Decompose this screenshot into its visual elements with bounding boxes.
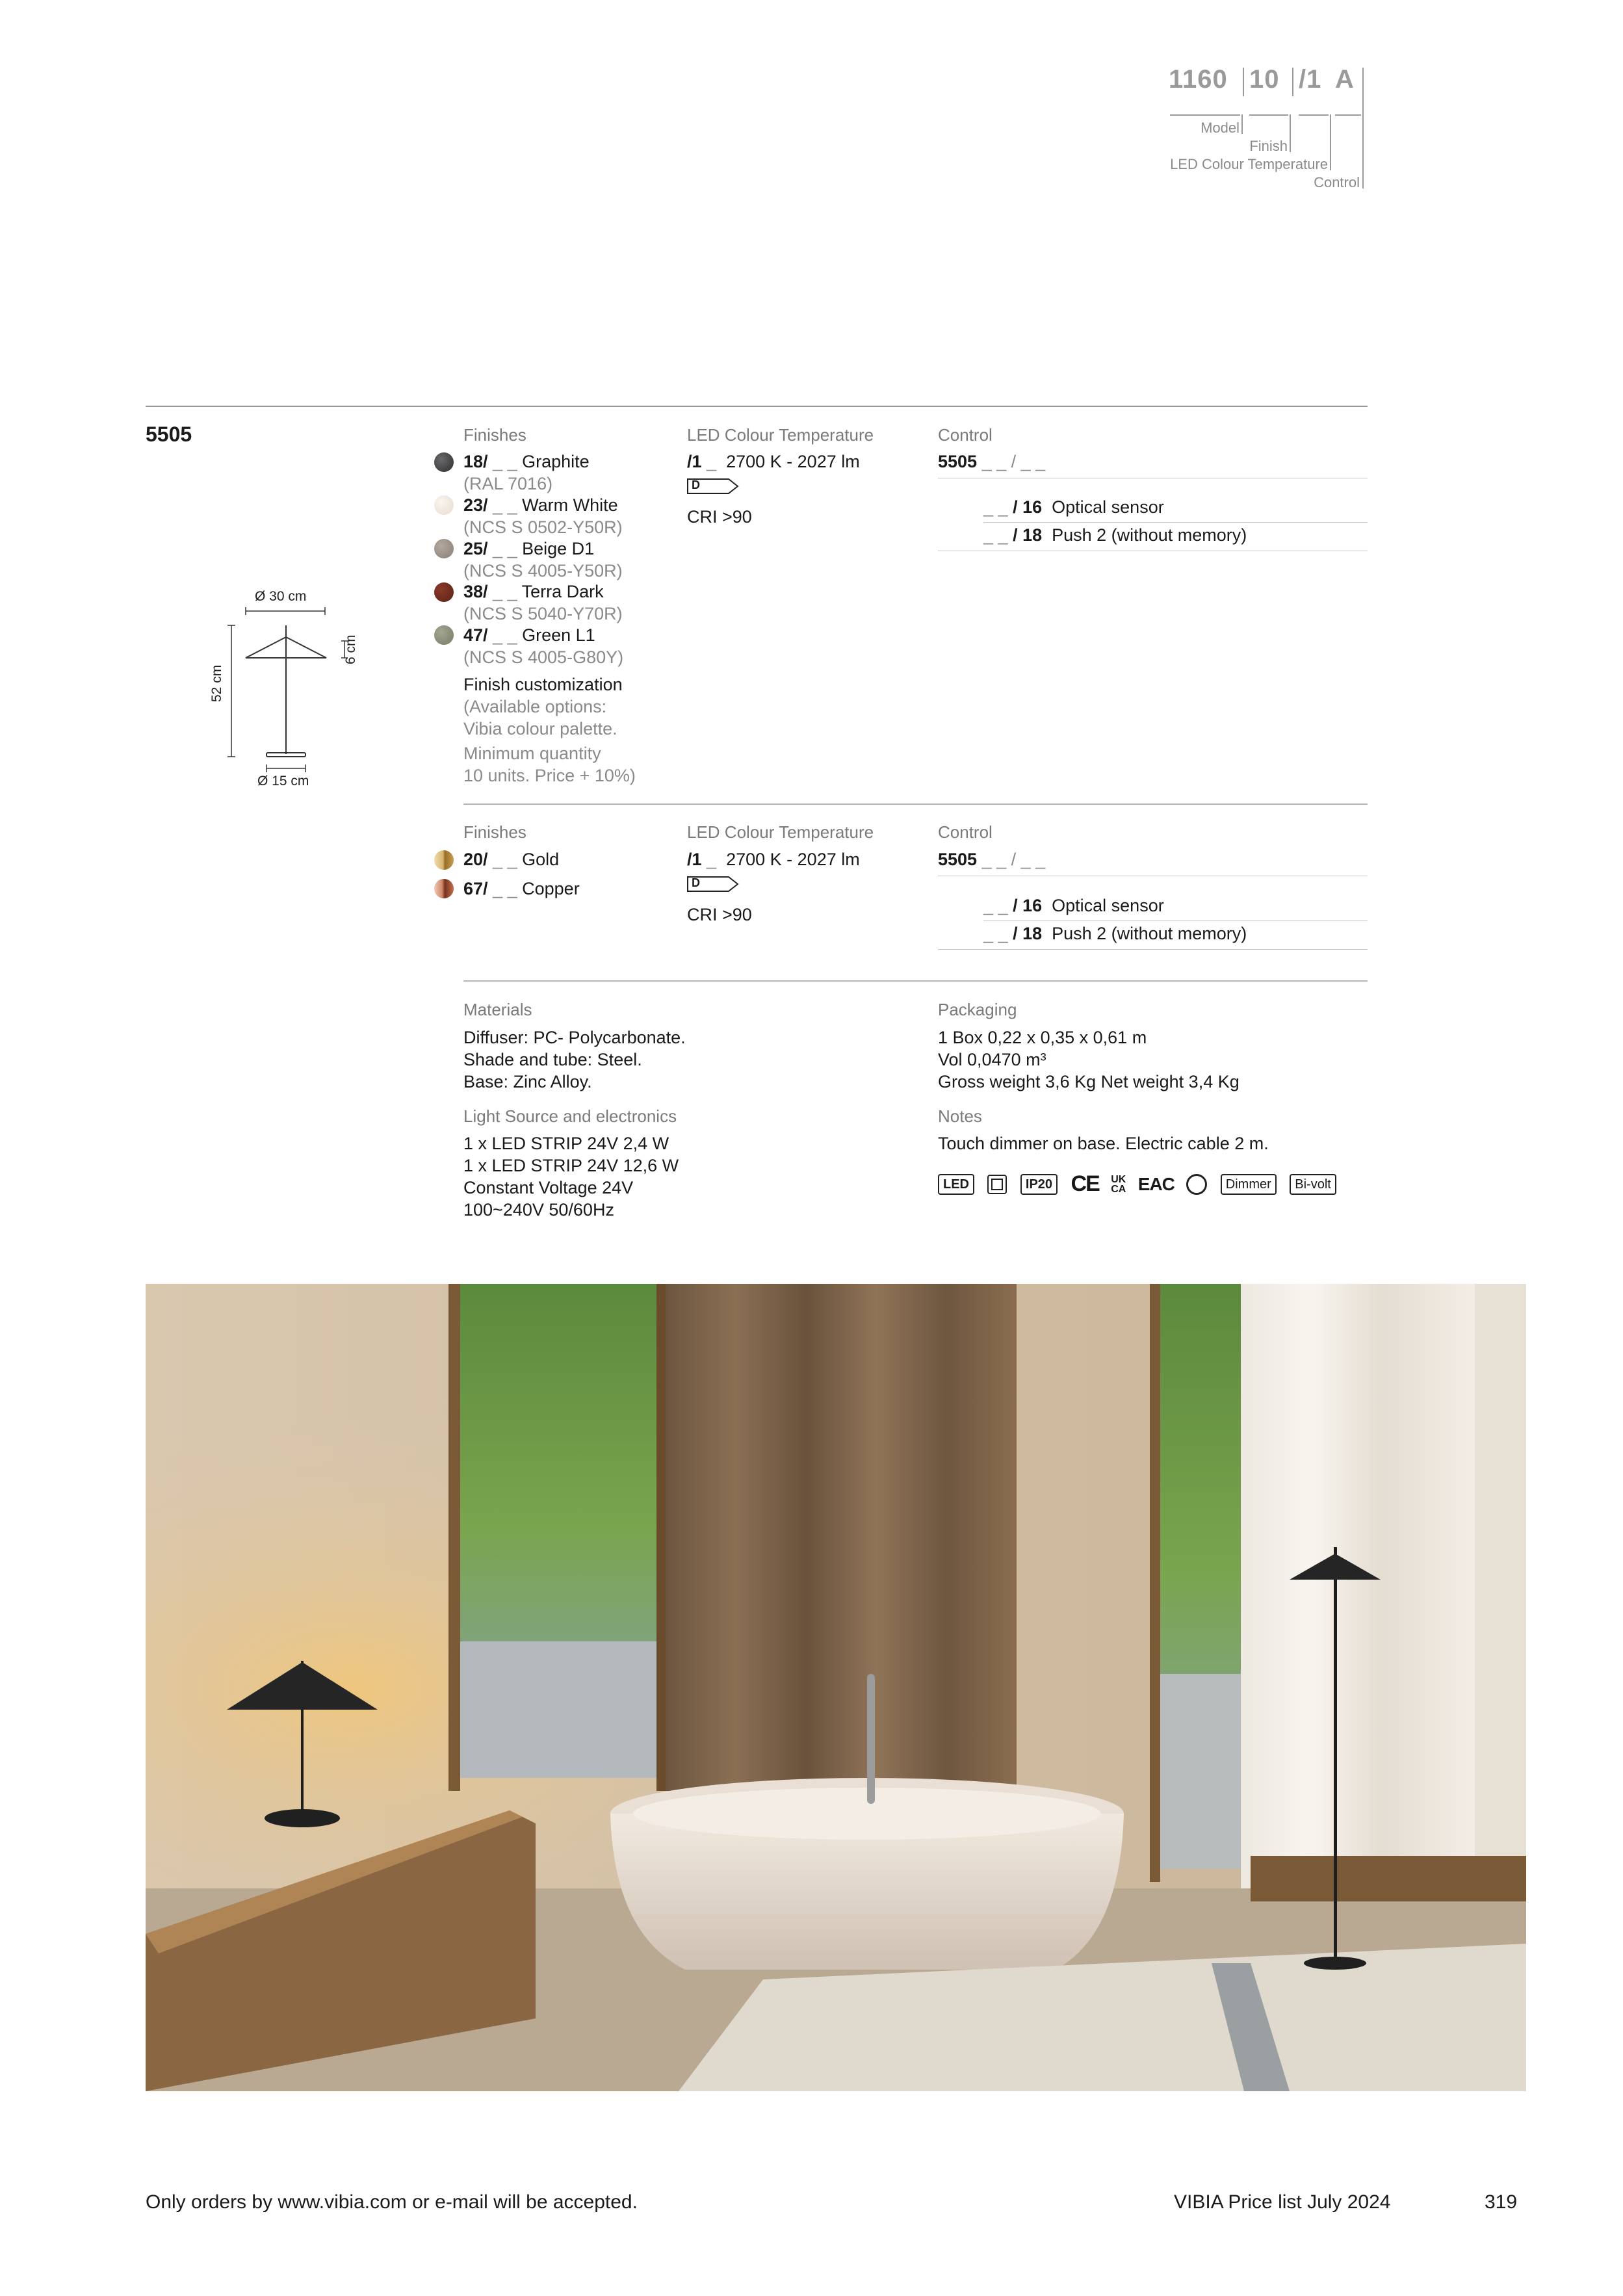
ce-icon: CE [1071, 1171, 1099, 1196]
label-control: Control [1314, 174, 1360, 190]
control-option: _ _ / 16 Optical sensor [983, 896, 1164, 915]
bivolt-badge: Bi-volt [1290, 1174, 1336, 1195]
top-rule [146, 406, 1368, 407]
eac-icon: EAC [1137, 1173, 1175, 1194]
model-number: 5505 [146, 423, 192, 446]
packaging-line: 1 Box 0,22 x 0,35 x 0,61 m [938, 1028, 1147, 1047]
finish-gold: 20/ _ _ Gold [463, 850, 560, 869]
section-divider [463, 803, 1368, 805]
led-spec: /1 _ 2700 K - 2027 lm [687, 452, 860, 471]
material-line: Shade and tube: Steel. [463, 1050, 642, 1069]
code-model: 1160 [1169, 65, 1228, 94]
label-finish: Finish [1249, 138, 1288, 154]
bathroom-photo [146, 1284, 1526, 2091]
dimmer-badge: Dimmer [1221, 1174, 1277, 1195]
finish-warm-white: 23/ _ _ Warm White [463, 495, 618, 515]
custom-line: (Available options: [463, 697, 607, 716]
finish-graphite: 18/ _ _ Graphite [463, 452, 590, 471]
swatch-graphite [434, 452, 454, 472]
ukca-icon: UK CA [1111, 1173, 1126, 1195]
control-option: _ _ / 18 Push 2 (without memory) [983, 525, 1247, 545]
finishes-heading: Finishes [463, 822, 526, 842]
footer-brand: VIBIA Price list July 2024 [1174, 2191, 1391, 2213]
energy-class-badge: D [687, 478, 730, 493]
cri-value: CRI >90 [687, 507, 752, 527]
light-heading: Light Source and electronics [463, 1106, 677, 1126]
finish-green-ref: (NCS S 4005-G80Y) [463, 647, 624, 667]
custom-title: Finish customization [463, 675, 623, 694]
finish-beige-ref: (NCS S 4005-Y50R) [463, 561, 623, 581]
swatch-beige [434, 539, 454, 558]
control-heading: Control [938, 425, 993, 445]
class-ii-icon [987, 1175, 1007, 1194]
finish-beige: 25/ _ _ Beige D1 [463, 539, 595, 558]
notes-text: Touch dimmer on base. Electric cable 2 m. [938, 1134, 1269, 1153]
finishes-heading: Finishes [463, 425, 526, 445]
footer-note: Only orders by www.vibia.com or e-mail will be accepted. [146, 2191, 638, 2213]
packaging-line: Vol 0,0470 m³ [938, 1050, 1046, 1069]
label-model: Model [1201, 120, 1240, 136]
light-line: 1 x LED STRIP 24V 12,6 W [463, 1156, 679, 1175]
control-code: 5505 _ _ / _ _ [938, 850, 1046, 869]
notes-heading: Notes [938, 1106, 982, 1126]
led-heading: LED Colour Temperature [687, 425, 874, 445]
ip-badge: IP20 [1020, 1174, 1058, 1195]
dim-height: 52 cm [209, 664, 224, 702]
packaging-heading: Packaging [938, 1000, 1017, 1019]
custom-line: Minimum quantity [463, 744, 601, 763]
finish-warm-white-ref: (NCS S 0502-Y50R) [463, 517, 623, 537]
dim-shade-diameter: Ø 30 cm [255, 589, 307, 604]
energy-class-badge: D [687, 876, 730, 891]
material-line: Base: Zinc Alloy. [463, 1072, 592, 1091]
swatch-terra-dark [434, 582, 454, 602]
code-led: /1 [1299, 65, 1322, 94]
control-code: 5505 _ _ / _ _ [938, 452, 1046, 471]
dim-base-diameter: Ø 15 cm [257, 774, 309, 789]
label-led: LED Colour Temperature [1170, 156, 1328, 172]
packaging-line: Gross weight 3,6 Kg Net weight 3,4 Kg [938, 1072, 1240, 1091]
cri-value: CRI >90 [687, 905, 752, 924]
lamp-dimension-svg [214, 605, 370, 774]
material-line: Diffuser: PC- Polycarbonate. [463, 1028, 686, 1047]
section-divider [463, 980, 1368, 982]
led-badge: LED [938, 1174, 974, 1195]
light-line: 100~240V 50/60Hz [463, 1200, 614, 1220]
light-line: Constant Voltage 24V [463, 1178, 634, 1197]
finish-graphite-ref: (RAL 7016) [463, 474, 553, 493]
swatch-gold [434, 850, 454, 870]
light-line: 1 x LED STRIP 24V 2,4 W [463, 1134, 669, 1153]
custom-line: Vibia colour palette. [463, 719, 617, 738]
finish-copper: 67/ _ _ Copper [463, 879, 580, 898]
recycling-icon [1186, 1174, 1207, 1195]
code-control: A [1335, 65, 1355, 94]
custom-line: 10 units. Price + 10%) [463, 766, 636, 785]
led-heading: LED Colour Temperature [687, 822, 874, 842]
certification-badges [938, 1171, 1347, 1197]
finish-terra-dark-ref: (NCS S 5040-Y70R) [463, 604, 623, 623]
led-spec: /1 _ 2700 K - 2027 lm [687, 850, 860, 869]
swatch-warm-white [434, 495, 454, 515]
control-option: _ _ / 18 Push 2 (without memory) [983, 924, 1247, 943]
code-finish: 10 [1249, 65, 1280, 94]
control-heading: Control [938, 822, 993, 842]
finish-terra-dark: 38/ _ _ Terra Dark [463, 582, 604, 601]
page-number: 319 [1485, 2191, 1518, 2213]
swatch-green [434, 625, 454, 645]
materials-heading: Materials [463, 1000, 532, 1019]
dim-shade-height: 6 cm [343, 634, 358, 664]
swatch-copper [434, 879, 454, 898]
finish-green: 47/ _ _ Green L1 [463, 625, 595, 645]
control-option: _ _ / 16 Optical sensor [983, 497, 1164, 517]
